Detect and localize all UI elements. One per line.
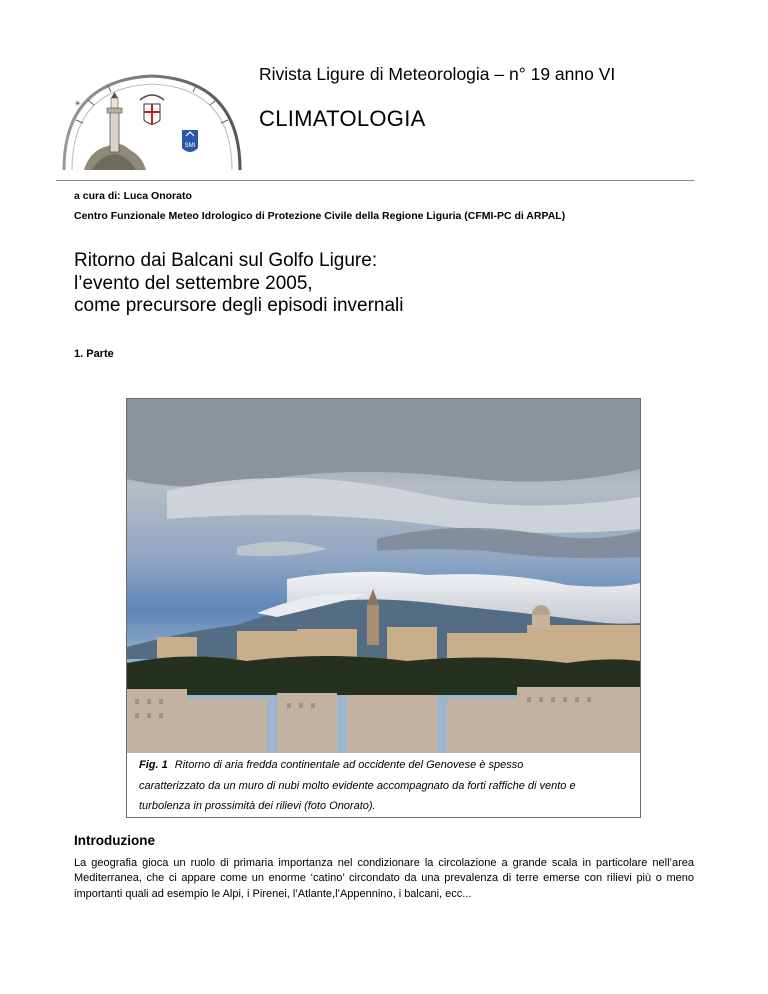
logo-badge-text: SMI	[184, 143, 196, 149]
title-line-2: l’evento del settembre 2005,	[74, 272, 313, 294]
figure-label: Fig. 1	[139, 759, 168, 771]
svg-text:☀: ☀	[74, 99, 82, 108]
intro-heading: Introduzione	[74, 833, 155, 848]
author-line: a cura di: Luca Onorato	[74, 190, 192, 202]
article-title	[74, 250, 404, 318]
city-photo	[127, 399, 640, 753]
caption-line-1: Ritorno di aria fredda continentale ad occidente del Genovese è spesso	[174, 759, 524, 771]
part-heading: 1. Parte	[74, 348, 114, 360]
figure-1	[126, 398, 641, 818]
journal-logo	[56, 70, 248, 172]
figure-caption	[139, 755, 639, 817]
section-title: CLIMATOLOGIA	[259, 106, 426, 131]
caption-line-3: turbolenza in prossimità dei rilievi (foto Onorato).	[139, 800, 376, 812]
intro-paragraph: La geografia gioca un ruolo di primaria importanza nel condizionare la circolazione a grande scala in particolare nell’area Mediterranea, che ci appare come un enorme ‘catino’ circondato da una prevalenza di terre emerse con rilievi più o meno importanti quali ad esempio le Alpi, i Pirenei, l’Atlante,l’Appennino, i balcani, ecc...	[74, 857, 694, 900]
caption-line-2: caratterizzato da un muro di nubi molto evidente accompagnato da forti raffiche di vento e	[139, 779, 576, 792]
title-line-3: come precursore degli episodi invernali	[74, 295, 404, 316]
title-line-1: Ritorno dai Balcani sul Golfo Ligure:	[74, 250, 378, 271]
header-divider	[56, 180, 694, 181]
affiliation-line: Centro Funzionale Meteo Idrologico di Protezione Civile della Regione Liguria (CFMI-PC di ARPAL)	[74, 210, 566, 222]
journal-title: Rivista Ligure di Meteorologia – n° 19 anno VI	[259, 64, 616, 84]
